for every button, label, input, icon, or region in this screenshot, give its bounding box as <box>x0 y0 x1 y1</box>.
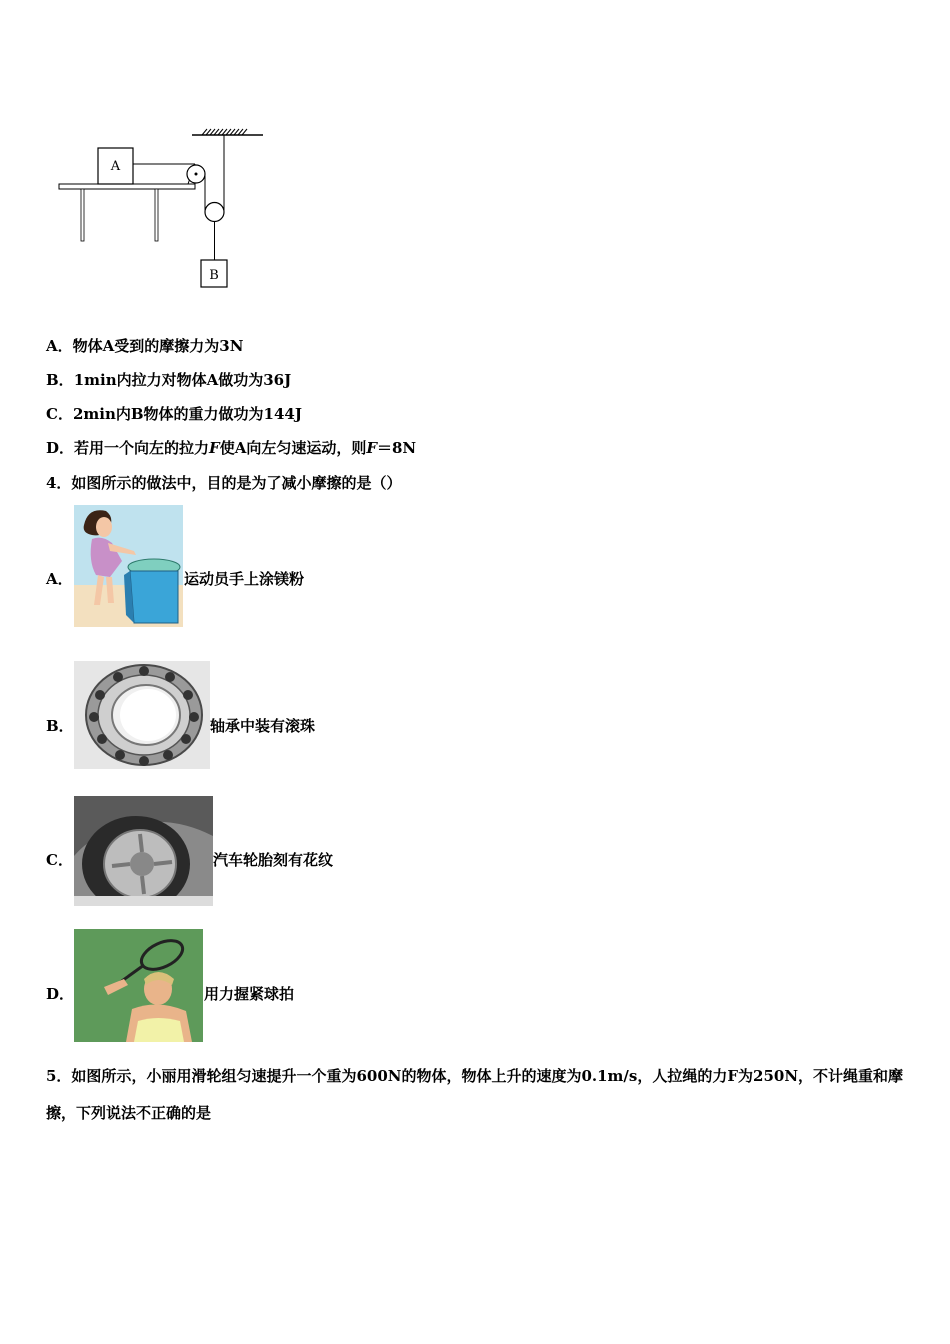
q5-stem: 5．如图所示，小丽用滑轮组匀速提升一个重为600N的物体，物体上升的速度为0.1m/s，人拉绳的力F为250N，不计绳重和摩擦，下列说法不正确的是 <box>46 1067 904 1122</box>
gymnast-chalk-image <box>74 505 183 627</box>
block-b-label: B <box>209 268 219 283</box>
q4-option-b-label: B． <box>46 717 74 735</box>
q3-option-d: D．若用一个向左的拉力F使A向左匀速运动，则F＝8N <box>46 439 417 457</box>
tennis-player-image <box>74 929 203 1042</box>
q4-option-a-label: A． <box>46 570 73 588</box>
q3-option-b: B．1min内拉力对物体A做功为36J <box>46 371 292 389</box>
q4-option-a-text: 运动员手上涂镁粉 <box>184 570 305 588</box>
car-tire-image <box>74 796 213 906</box>
q3-option-c: C．2min内B物体的重力做功为144J <box>46 405 302 423</box>
q3-option-a: A．物体A受到的摩擦力为3N <box>46 337 244 355</box>
q4-option-b-text: 轴承中装有滚珠 <box>210 717 316 735</box>
q4-option-d-label: D． <box>46 985 75 1003</box>
pulley-diagram <box>55 122 270 294</box>
q4-option-c-text: 汽车轮胎刻有花纹 <box>213 851 334 869</box>
q4-stem: 4．如图所示的做法中，目的是为了减小摩擦的是（） <box>46 474 402 492</box>
q4-option-c-label: C． <box>46 851 73 869</box>
block-a-label: A <box>110 159 121 174</box>
q4-option-d-text: 用力握紧球拍 <box>204 985 295 1003</box>
ball-bearing-image <box>74 661 210 769</box>
